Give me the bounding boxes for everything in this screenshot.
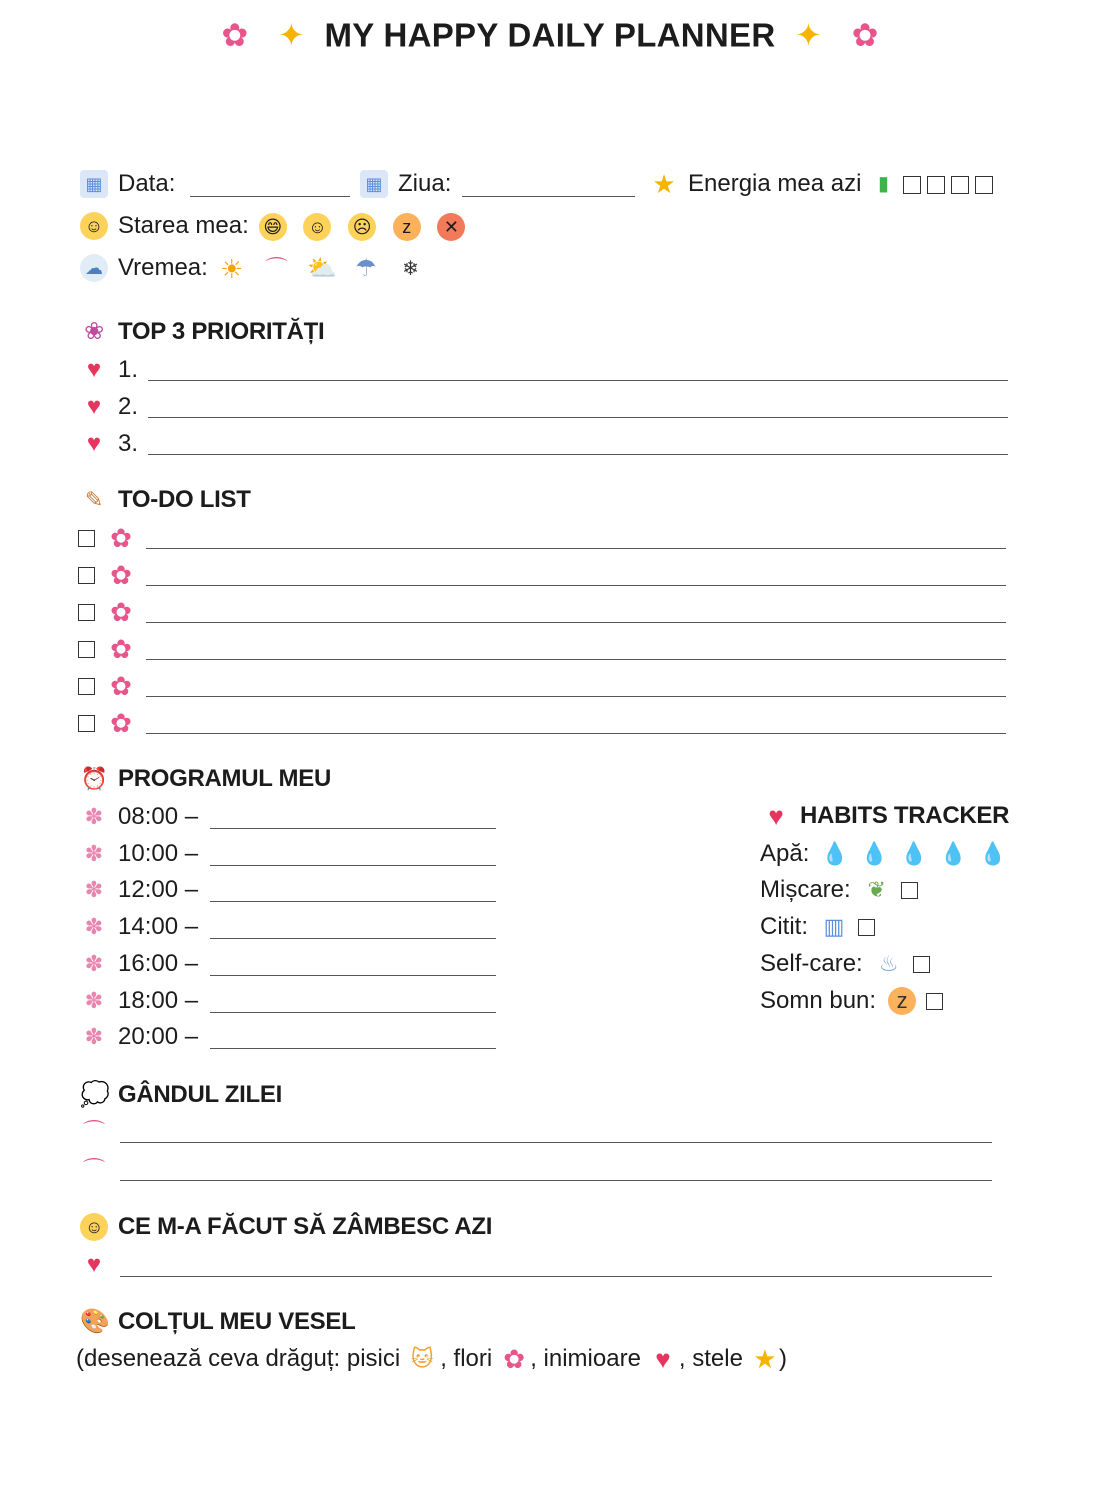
thought-entry	[80, 1118, 118, 1146]
schedule-slot	[80, 876, 198, 904]
priority-number: 1.	[118, 356, 139, 383]
alarm-clock-icon: ⏰	[80, 766, 108, 791]
priority-input-line[interactable]	[148, 454, 1008, 455]
energy-checkbox[interactable]	[903, 176, 921, 194]
habit-water	[760, 840, 1018, 868]
habit-item	[760, 950, 930, 978]
habit-item	[760, 987, 943, 1015]
weather-row	[80, 254, 435, 283]
snowflake-icon[interactable]: ❄	[402, 257, 419, 280]
schedule-input-line[interactable]	[210, 938, 496, 939]
habits-heading	[762, 802, 1009, 830]
sparkles-icon: ✦	[794, 17, 823, 54]
todo-checkbox[interactable]	[78, 715, 95, 732]
water-drop-icon[interactable]: 💧	[860, 841, 889, 866]
rainbow-icon: ⌒	[82, 1157, 105, 1182]
schedule-time: 10:00 –	[118, 839, 199, 867]
flower-icon: ✿	[110, 560, 132, 590]
thought-input-line[interactable]	[120, 1142, 992, 1143]
habit-item	[760, 876, 918, 904]
todo-item	[78, 672, 145, 700]
heart-icon: ♥	[86, 393, 102, 420]
habit-checkbox[interactable]	[913, 956, 930, 973]
cat-icon: 🐱	[410, 1346, 434, 1371]
todo-checkbox[interactable]	[78, 530, 95, 547]
smiling-face-icon[interactable]: ☺	[303, 213, 331, 241]
schedule-slot	[80, 803, 198, 831]
corner-heading-text: COLȚUL MEU VESEL	[118, 1308, 356, 1335]
todo-item	[78, 709, 145, 737]
schedule-input-line[interactable]	[210, 865, 496, 866]
habit-checkbox[interactable]	[926, 993, 943, 1010]
priority-item	[80, 430, 138, 458]
todo-input-line[interactable]	[146, 696, 1006, 697]
partly-cloudy-icon[interactable]: ⛅	[307, 254, 338, 282]
tulip-icon: ❀	[84, 318, 104, 345]
todo-checkbox[interactable]	[78, 567, 95, 584]
rain-cloud-icon[interactable]: ☂	[355, 254, 377, 282]
todo-item	[78, 524, 145, 552]
priority-number: 2.	[118, 393, 139, 420]
blossom-icon: ✽	[84, 987, 104, 1013]
blossom-icon: ✽	[84, 1024, 104, 1050]
schedule-time: 18:00 –	[118, 986, 199, 1014]
smile-entry	[80, 1251, 118, 1279]
corner-text-cats: (desenează ceva drăguț: pisici	[76, 1345, 401, 1372]
weather-label: Vremea:	[118, 254, 208, 282]
energy-label: Energia mea azi	[688, 170, 862, 197]
schedule-heading-text: PROGRAMUL MEU	[118, 765, 331, 792]
priority-item	[80, 393, 138, 421]
flower-icon: ✿	[110, 634, 132, 664]
thought-heading-text: GÂNDUL ZILEI	[118, 1081, 282, 1108]
schedule-input-line[interactable]	[210, 1012, 496, 1013]
schedule-time: 16:00 –	[118, 949, 199, 977]
blossom-icon: ✽	[84, 877, 104, 903]
priority-item	[80, 356, 138, 384]
heart-icon: ♥	[86, 430, 102, 457]
water-drops	[821, 840, 1018, 868]
grimacing-face-icon[interactable]: ☹	[348, 213, 376, 241]
blossom-icon: ✽	[84, 914, 104, 940]
water-drop-icon[interactable]: 💧	[939, 841, 967, 866]
corner-description	[76, 1345, 787, 1373]
habit-checkbox[interactable]	[901, 882, 918, 899]
schedule-time: 20:00 –	[118, 1023, 199, 1051]
smiling-face-icon: ☺	[80, 212, 108, 240]
priority-number: 3.	[118, 430, 139, 457]
bathtub-icon: ♨	[878, 951, 899, 976]
corner-text-close: )	[778, 1345, 787, 1372]
planner-title-bar	[0, 14, 1100, 54]
mood-label: Starea mea:	[118, 212, 249, 240]
heart-icon: ♥	[86, 1251, 102, 1278]
todo-item	[78, 598, 145, 626]
sun-icon[interactable]: ☀	[220, 253, 244, 284]
priority-input-line[interactable]	[148, 380, 1008, 381]
day-label: Ziua:	[398, 170, 452, 197]
energy-field	[650, 170, 999, 198]
thought-heading	[80, 1081, 282, 1109]
calendar-icon: ▦	[80, 170, 108, 198]
water-drop-icon[interactable]: 💧	[900, 841, 928, 866]
flower-icon: ✿	[110, 708, 132, 738]
flower-icon: ✿	[503, 1344, 526, 1374]
herb-icon: ❦	[867, 877, 886, 902]
schedule-time: 12:00 –	[118, 876, 199, 904]
date-input-line[interactable]	[190, 196, 350, 197]
schedule-time: 14:00 –	[118, 913, 199, 941]
thought-bubble-icon: 💭	[80, 1081, 110, 1108]
thought-input-line[interactable]	[120, 1180, 992, 1181]
schedule-slot	[80, 1023, 198, 1051]
heart-icon: ♥	[768, 801, 784, 831]
schedule-heading	[80, 765, 331, 793]
schedule-input-line[interactable]	[210, 901, 496, 902]
blossom-icon: ✽	[84, 840, 104, 866]
battery-icon: ▮	[877, 173, 889, 195]
energy-checkbox[interactable]	[975, 176, 993, 194]
todo-checkbox[interactable]	[78, 604, 95, 621]
schedule-slot	[80, 840, 198, 868]
date-field	[80, 170, 175, 198]
habit-item	[760, 913, 875, 941]
energy-checkbox[interactable]	[951, 176, 969, 194]
flower-icon: ✿	[221, 17, 249, 54]
blossom-icon: ✽	[84, 804, 104, 829]
book-icon: ▥	[823, 914, 845, 939]
sparkles-icon: ✦	[277, 17, 306, 54]
habit-label: Self-care:	[760, 950, 863, 977]
corner-heading	[80, 1308, 355, 1336]
day-input-line[interactable]	[462, 196, 635, 197]
priorities-heading	[80, 318, 324, 346]
grinning-face-icon[interactable]: 😄	[259, 213, 287, 241]
blossom-icon: ✽	[84, 950, 104, 976]
schedule-slot	[80, 987, 198, 1015]
mood-row	[80, 212, 475, 241]
corner-text-hearts: , inimioare	[530, 1345, 641, 1372]
schedule-input-line[interactable]	[210, 975, 496, 976]
todo-item	[78, 635, 145, 663]
corner-text-stars: , stele	[678, 1345, 743, 1372]
todo-input-line[interactable]	[146, 622, 1006, 623]
flower-icon: ✿	[110, 597, 132, 627]
todo-input-line[interactable]	[146, 733, 1006, 734]
todo-checkbox[interactable]	[78, 641, 95, 658]
flower-icon: ✿	[851, 17, 879, 54]
smile-input-line[interactable]	[120, 1276, 992, 1277]
calendar-icon: ▦	[360, 170, 388, 198]
habit-water-label: Apă:	[760, 840, 810, 867]
schedule-slot	[80, 950, 198, 978]
habit-checkbox[interactable]	[858, 919, 875, 936]
page-title: MY HAPPY DAILY PLANNER	[324, 16, 776, 54]
smile-heading	[80, 1213, 492, 1241]
todo-checkbox[interactable]	[78, 678, 95, 695]
habit-label: Somn bun:	[760, 987, 877, 1014]
sleeping-face-icon: z	[888, 987, 916, 1015]
smile-heading-text: CE M-A FĂCUT SĂ ZÂMBESC AZI	[118, 1213, 493, 1240]
palette-icon: 🎨	[80, 1308, 110, 1335]
priority-input-line[interactable]	[148, 417, 1008, 418]
energy-boxes	[903, 170, 999, 198]
rain-cloud-icon: ☁	[80, 254, 108, 282]
memo-icon: ✎	[84, 487, 104, 512]
rainbow-icon: ⌒	[82, 1119, 105, 1144]
day-field	[360, 170, 451, 198]
energy-checkbox[interactable]	[927, 176, 945, 194]
habits-heading-text: HABITS TRACKER	[800, 802, 1010, 829]
rainbow-icon[interactable]: ⌒	[265, 255, 288, 281]
heart-icon: ♥	[86, 356, 102, 383]
smiling-face-icon: ☺	[80, 1213, 108, 1241]
heart-icon: ♥	[655, 1344, 671, 1374]
schedule-input-line[interactable]	[210, 1048, 496, 1049]
star-icon: ★	[652, 169, 676, 199]
schedule-slot	[80, 913, 198, 941]
sleeping-face-icon[interactable]: z	[393, 213, 421, 241]
water-drop-icon[interactable]: 💧	[821, 841, 849, 866]
water-drop-icon[interactable]: 💧	[979, 841, 1007, 866]
angry-face-icon[interactable]: ✕	[437, 213, 465, 241]
todo-input-line[interactable]	[146, 548, 1006, 549]
todo-input-line[interactable]	[146, 659, 1006, 660]
todo-item	[78, 561, 145, 589]
flower-icon: ✿	[110, 671, 132, 701]
corner-text-flowers: , flori	[440, 1345, 493, 1372]
thought-entry	[80, 1156, 118, 1184]
flower-icon: ✿	[110, 523, 132, 553]
todo-heading	[80, 486, 251, 514]
todo-heading-text: TO-DO LIST	[118, 486, 251, 513]
schedule-time: 08:00 –	[118, 803, 199, 830]
habit-label: Citit:	[760, 913, 808, 940]
habit-label: Mișcare:	[760, 876, 851, 903]
priorities-heading-text: TOP 3 PRIORITĂȚI	[118, 318, 325, 345]
todo-input-line[interactable]	[146, 585, 1006, 586]
star-icon: ★	[753, 1344, 777, 1374]
date-label: Data:	[118, 170, 176, 197]
schedule-input-line[interactable]	[210, 828, 496, 829]
